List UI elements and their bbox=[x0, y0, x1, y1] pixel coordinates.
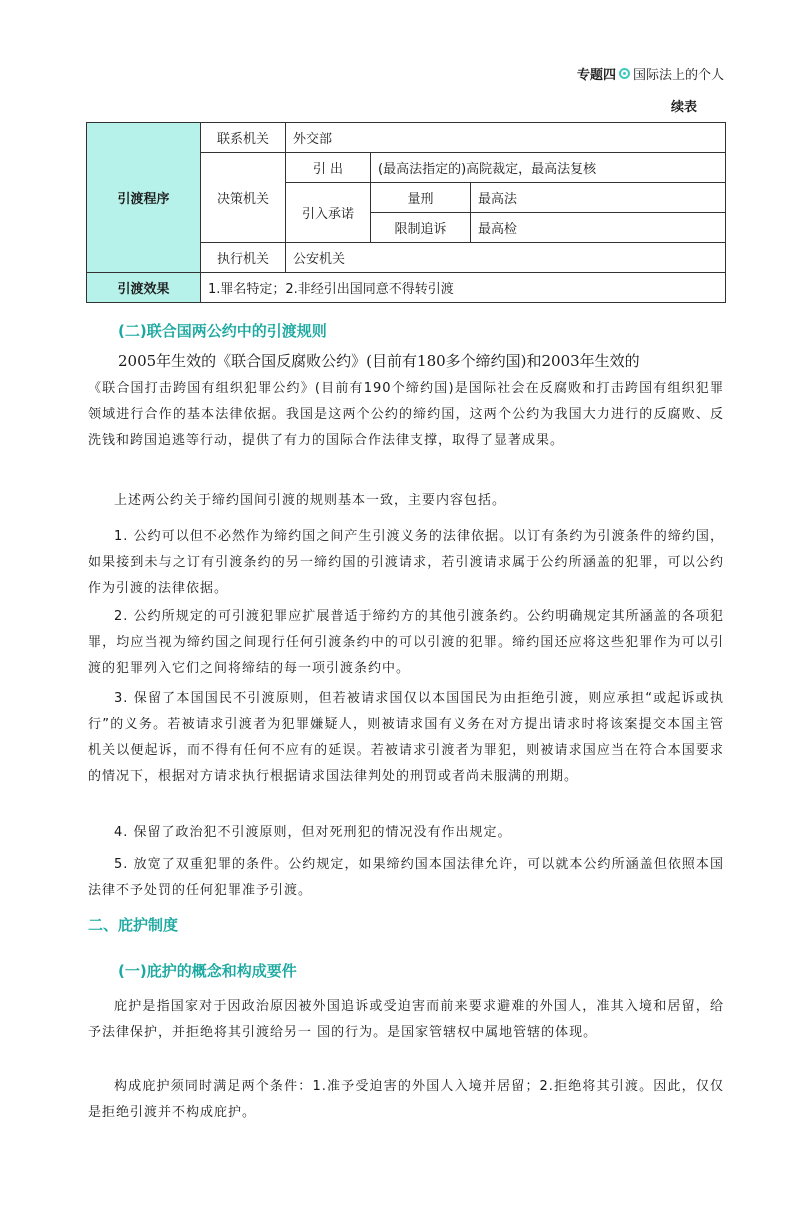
sentencing-value: 最高法 bbox=[471, 183, 726, 213]
paragraph: 2. 公约所规定的可引渡犯罪应扩展普适于缔约方的其他引渡条约。公约明确规定其所涵盖的各项犯罪，均应当视为缔约国之间现行任何引渡条约中的可以引渡的犯罪。缔约国还应将这些犯罪作为可以引渡的犯罪列入它们之间将缔结的每一项引渡条约中。 bbox=[88, 609, 724, 676]
table-row bbox=[87, 123, 726, 153]
decision-label: 决策机关 bbox=[201, 153, 286, 243]
paragraph: 3. 保留了本国国民不引渡原则，但若被请求国仅以本国国民为由拒绝引渡，则应承担“或起诉或执行”的义务。若被请求引渡者为犯罪嫌疑人，则被请求国有义务在对方提出请求时将该案提交本国主管机关以便起诉，而不得有任何不应有的延误。若被请求引渡者为罪犯，则被请求国应当在符合本国要求的情况下，根据对方请求执行根据请求国法律判处的刑罚或者尚未服满的刑期。 bbox=[88, 691, 724, 784]
extradition-table bbox=[86, 122, 726, 303]
sentencing-label: 量刑 bbox=[371, 183, 471, 213]
out-value: (最高法指定的)高院裁定，最高法复核 bbox=[371, 153, 726, 183]
section-heading: 二、庇护制度 bbox=[88, 916, 179, 934]
effect-value: 1.罪名特定；2.非经引出国同意不得转引渡 bbox=[201, 273, 726, 303]
paragraph-intro: 2005年生效的《联合国反腐败公约》(目前有180多个缔约国)和2003年生效的 bbox=[118, 352, 640, 370]
contact-value: 外交部 bbox=[286, 123, 726, 153]
exec-value: 公安机关 bbox=[286, 243, 726, 273]
contact-label: 联系机关 bbox=[201, 123, 286, 153]
paragraph: 《联合国打击跨国有组织犯罪公约》(目前有190个缔约国)是国际社会在反腐败和打击跨国有组织犯罪领域进行合作的基本法律依据。我国是这两个公约的缔约国，这两个公约为我国大力进行的反腐败、反洗钱和跨国追逃等行动，提供了有力的国际合作法律支撑，取得了显著成果。 bbox=[88, 381, 724, 448]
paragraph: 5. 放宽了双重犯罪的条件。公约规定，如果缔约国本国法律允许，可以就本公约所涵盖但依照本国法律不予处罚的任何犯罪准予引渡。 bbox=[88, 857, 724, 898]
paragraph: 庇护是指国家对于因政治原因被外国追诉或受迫害而前来要求避难的外国人，准其入境和居留，给予法律保护，并拒绝将其引渡给另一 国的行为。是国家管辖权中属地管辖的体现。 bbox=[88, 999, 724, 1040]
paragraph: 4. 保留了政治犯不引渡原则，但对死刑犯的情况没有作出规定。 bbox=[114, 825, 512, 840]
table-row bbox=[87, 273, 726, 303]
section-heading: (一)庇护的概念和构成要件 bbox=[118, 962, 297, 980]
limit-label: 限制追诉 bbox=[371, 213, 471, 243]
in-label: 引入承诺 bbox=[286, 183, 371, 243]
circle-icon bbox=[619, 68, 630, 79]
page-header bbox=[577, 64, 724, 83]
out-label: 引 出 bbox=[286, 153, 371, 183]
procedure-label: 引渡程序 bbox=[87, 123, 201, 273]
effect-label: 引渡效果 bbox=[87, 273, 201, 303]
section-heading: (二)联合国两公约中的引渡规则 bbox=[118, 322, 327, 340]
paragraph: 构成庇护须同时满足两个条件：1.准予受迫害的外国人入境并居留；2.拒绝将其引渡。因此，仅仅是拒绝引渡并不构成庇护。 bbox=[88, 1079, 724, 1120]
paragraph: 1. 公约可以但不必然作为缔约国之间产生引渡义务的法律依据。以订有条约为引渡条件的缔约国，如果接到未与之订有引渡条约的另一缔约国的引渡请求，若引渡请求属于公约所涵盖的犯罪，可以公约作为引渡的法律依据。 bbox=[88, 529, 724, 596]
chapter-label: 专题四 bbox=[576, 68, 616, 83]
continued-label: 续表 bbox=[670, 100, 697, 115]
exec-label: 执行机关 bbox=[201, 243, 286, 273]
limit-value: 最高检 bbox=[471, 213, 726, 243]
chapter-title: 国际法上的个人 bbox=[632, 68, 724, 83]
paragraph: 上述两公约关于缔约国间引渡的规则基本一致，主要内容包括。 bbox=[114, 493, 507, 508]
